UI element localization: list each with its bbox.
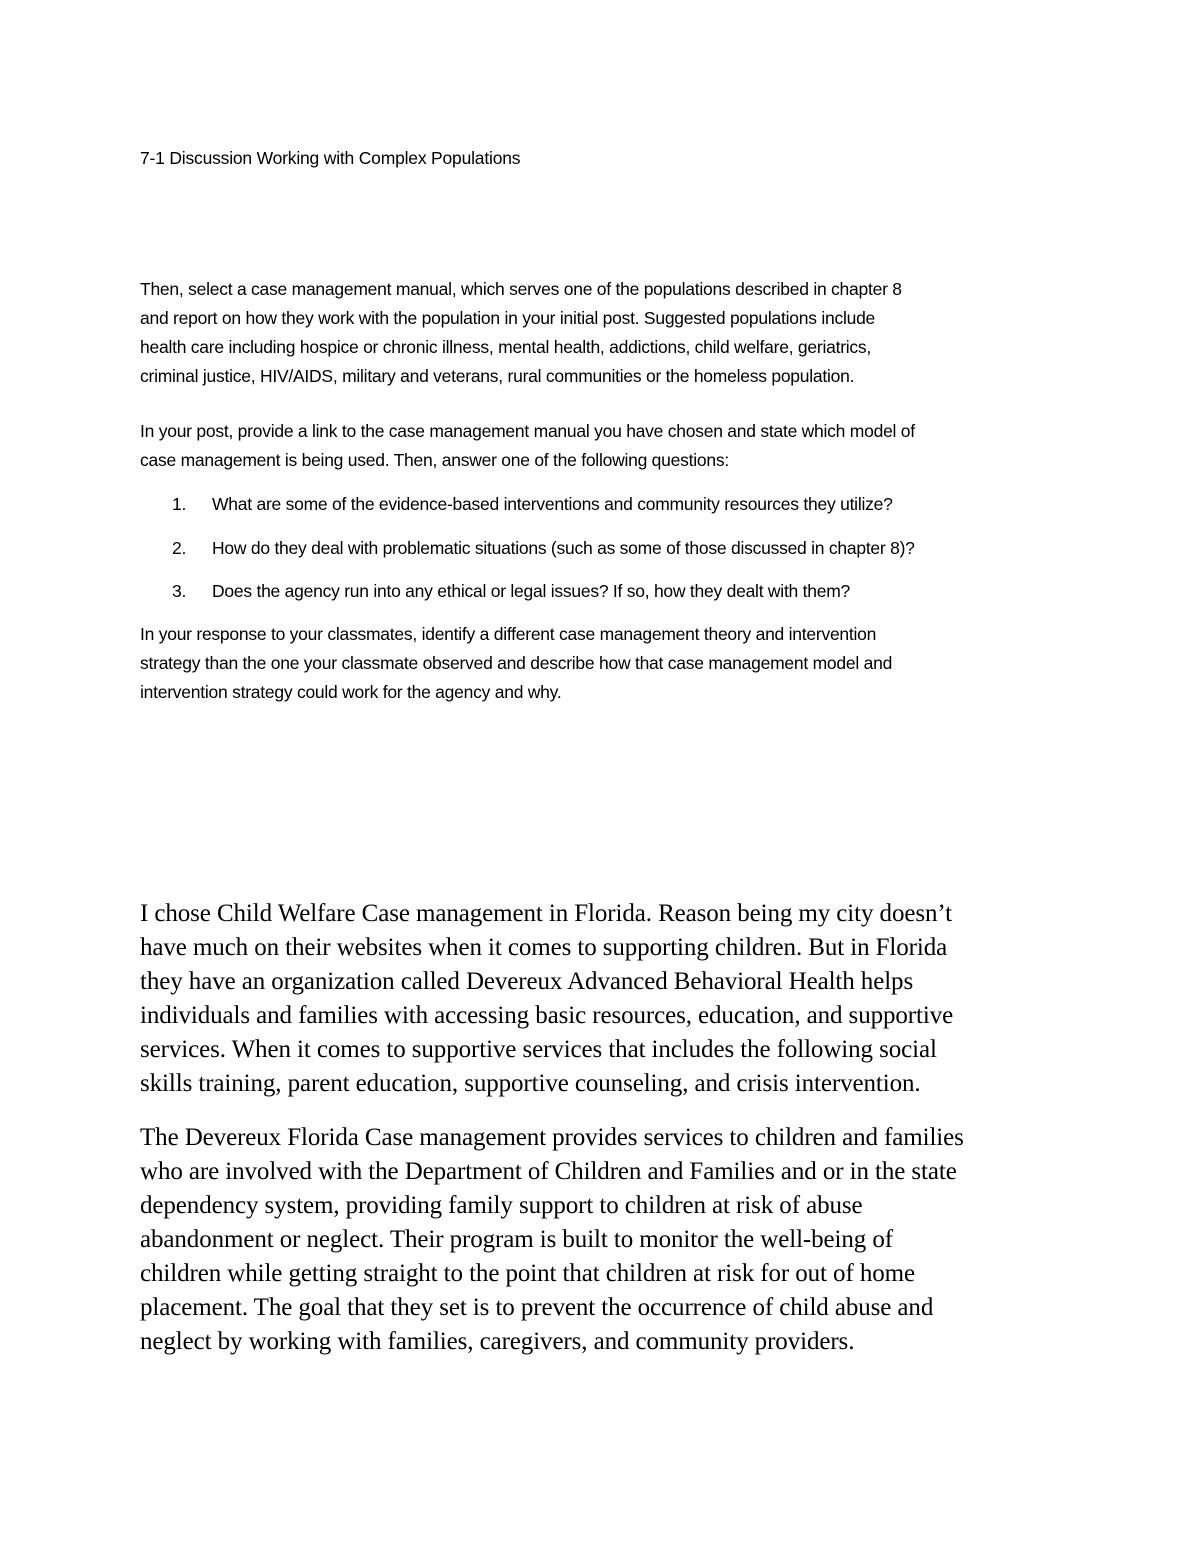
- question-item-2: [172, 534, 1072, 563]
- list-number: 3.: [172, 581, 187, 601]
- text-line: strategy than the one your classmate observed and describe how that case management model and: [140, 653, 893, 673]
- question-text: Does the agency run into any ethical or legal issues? If so, how they dealt with them?: [212, 581, 851, 601]
- intro-paragraph: [140, 275, 1070, 391]
- text-line: have much on their websites when it comes to supporting children. But in Florida: [140, 934, 948, 961]
- text-line: health care including hospice or chronic illness, mental health, addictions, child welfare, geriatrics,: [140, 337, 872, 357]
- answer-paragraph-2: [140, 1121, 1080, 1359]
- list-number: 2.: [172, 538, 187, 558]
- text-line: skills training, parent education, supportive counseling, and crisis intervention.: [140, 1070, 921, 1097]
- text-line: individuals and families with accessing basic resources, education, and supportive: [140, 1002, 954, 1029]
- text-line: abandonment or neglect. Their program is built to monitor the well-being of: [140, 1226, 893, 1253]
- list-item: [172, 490, 1072, 519]
- text-line: services. When it comes to supportive services that includes the following social: [140, 1036, 937, 1063]
- text-line: who are involved with the Department of Children and Families and or in the state: [140, 1158, 957, 1185]
- list-item: [172, 534, 1072, 563]
- text-line: neglect by working with families, caregivers, and community providers.: [140, 1328, 855, 1355]
- question-item-3: [172, 577, 1072, 606]
- text-line: dependency system, providing family support to children at risk of abuse: [140, 1192, 863, 1219]
- question-text: What are some of the evidence-based interventions and community resources they utilize?: [212, 494, 893, 514]
- text-line: criminal justice, HIV/AIDS, military and veterans, rural communities or the homeless population.: [140, 366, 855, 386]
- text-line: intervention strategy could work for the agency and why.: [140, 682, 562, 702]
- question-item-1: [172, 490, 1072, 519]
- question-text: How do they deal with problematic situations (such as some of those discussed in chapter 8)?: [212, 538, 915, 558]
- text-line: case management is being used. Then, answer one of the following questions:: [140, 450, 729, 470]
- text-line: children while getting straight to the point that children at risk for out of home: [140, 1260, 915, 1287]
- text-line: I chose Child Welfare Case management in Florida. Reason being my city doesn’t: [140, 900, 952, 927]
- answer-paragraph-1: [140, 897, 1080, 1101]
- post-instructions-paragraph: [140, 417, 1070, 475]
- text-line: and report on how they work with the population in your initial post. Suggested populations include: [140, 308, 876, 328]
- text-line: In your response to your classmates, identify a different case management theory and intervention: [140, 624, 877, 644]
- text-line: The Devereux Florida Case management provides services to children and families: [140, 1124, 964, 1151]
- list-number: 1.: [172, 494, 187, 514]
- text-line: Then, select a case management manual, which serves one of the populations described in chapter 8: [140, 279, 902, 299]
- text-line: placement. The goal that they set is to prevent the occurrence of child abuse and: [140, 1294, 934, 1321]
- document-title: 7-1 Discussion Working with Complex Populations: [140, 148, 521, 168]
- list-item: [172, 577, 1072, 606]
- response-instructions-paragraph: [140, 620, 1070, 707]
- text-line: In your post, provide a link to the case management manual you have chosen and state which model of: [140, 421, 915, 441]
- text-line: they have an organization called Devereux Advanced Behavioral Health helps: [140, 968, 914, 995]
